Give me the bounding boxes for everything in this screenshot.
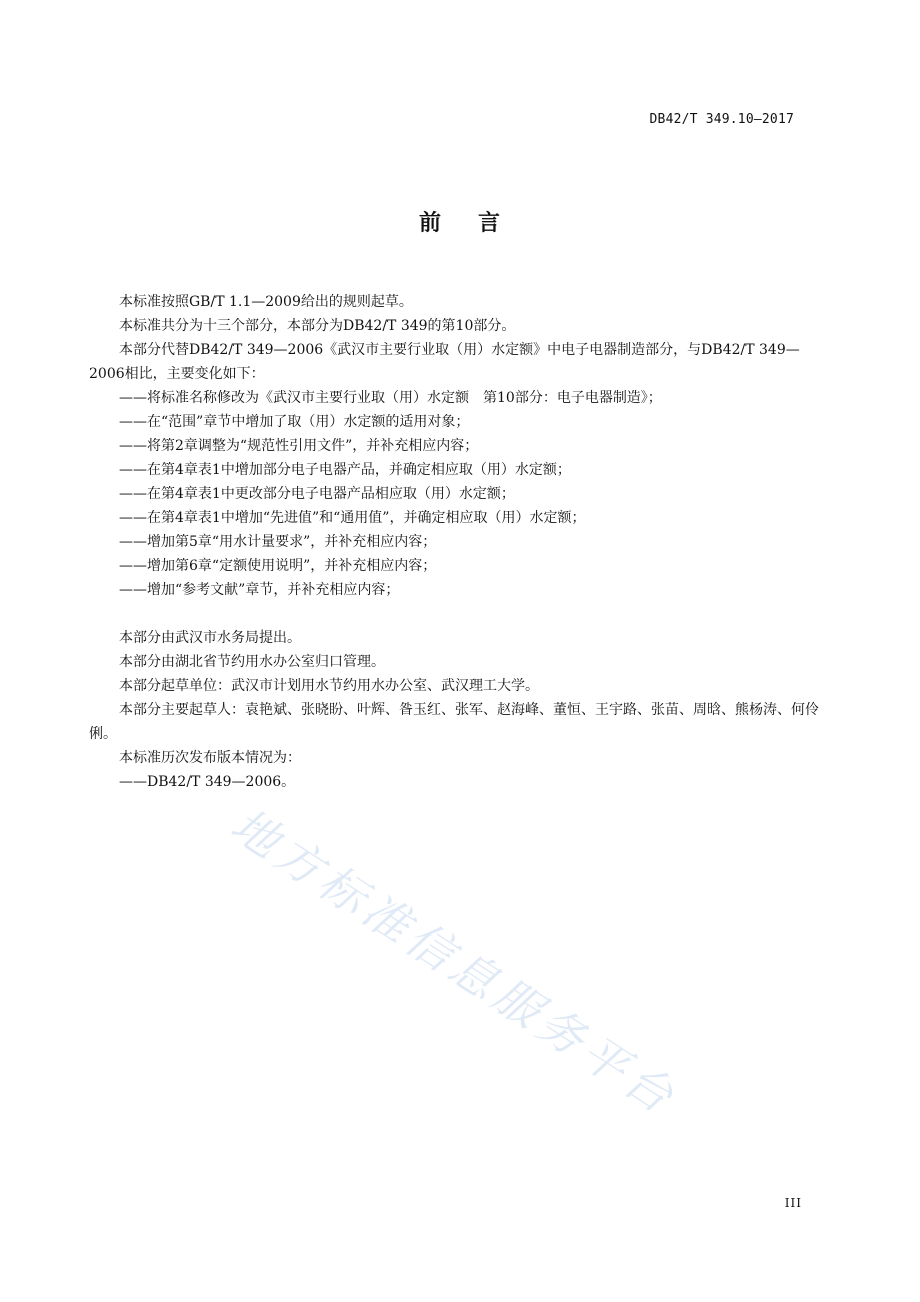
change-item: ——增加“参考文献”章节，并补充相应内容； — [119, 582, 400, 598]
change-item: ——在第4章表1中增加部分电子电器产品，并确定相应取（用）水定额； — [119, 462, 571, 478]
watermark: 地方标准信息服务平台 — [221, 797, 688, 1127]
paragraph: 本部分起草单位：武汉市计划用水节约用水办公室、武汉理工大学。 — [119, 678, 539, 694]
spacer — [89, 602, 819, 626]
change-item: ——增加第5章“用水计量要求”，并补充相应内容； — [119, 534, 437, 550]
page-title — [0, 206, 920, 237]
page-number: III — [784, 1196, 802, 1210]
paragraph: 本部分代替DB42/T 349—2006《武汉市主要行业取（用）水定额》中电子电器制造部分，与DB42/T 349—2006相比，主要变化如下： — [89, 342, 800, 382]
paragraph: 本部分由武汉市水务局提出。 — [119, 630, 301, 646]
paragraph: 本部分主要起草人：袁艳斌、张晓盼、叶辉、昝玉红、张军、赵海峰、董恒、王宇路、张苗、周晗、熊杨涛、何伶俐。 — [89, 702, 819, 742]
title-char-1: 前 — [418, 211, 442, 236]
change-item: ——将第2章调整为“规范性引用文件”，并补充相应内容； — [119, 438, 479, 454]
change-item: ——在第4章表1中增加“先进值”和“通用值”，并确定相应取（用）水定额； — [119, 510, 586, 526]
paragraph: 本标准历次发布版本情况为： — [119, 750, 301, 766]
change-item: ——将标准名称修改为《武汉市主要行业取（用）水定额 第10部分：电子电器制造》； — [119, 390, 662, 406]
change-item: ——在“范围”章节中增加了取（用）水定额的适用对象； — [119, 414, 470, 430]
document-code: DB42/T 349.10—2017 — [649, 112, 794, 127]
paragraph: 本部分由湖北省节约用水办公室归口管理。 — [119, 654, 385, 670]
title-char-2: 言 — [478, 211, 502, 236]
version-item: ——DB42/T 349—2006。 — [119, 774, 296, 790]
change-item: ——增加第6章“定额使用说明”，并补充相应内容； — [119, 558, 437, 574]
paragraph: 本标准共分为十三个部分，本部分为DB42/T 349的第10部分。 — [119, 318, 516, 334]
change-item: ——在第4章表1中更改部分电子电器产品相应取（用）水定额； — [119, 486, 515, 502]
paragraph: 本标准按照GB/T 1.1—2009给出的规则起草。 — [119, 294, 413, 310]
foreword-body — [89, 290, 819, 794]
